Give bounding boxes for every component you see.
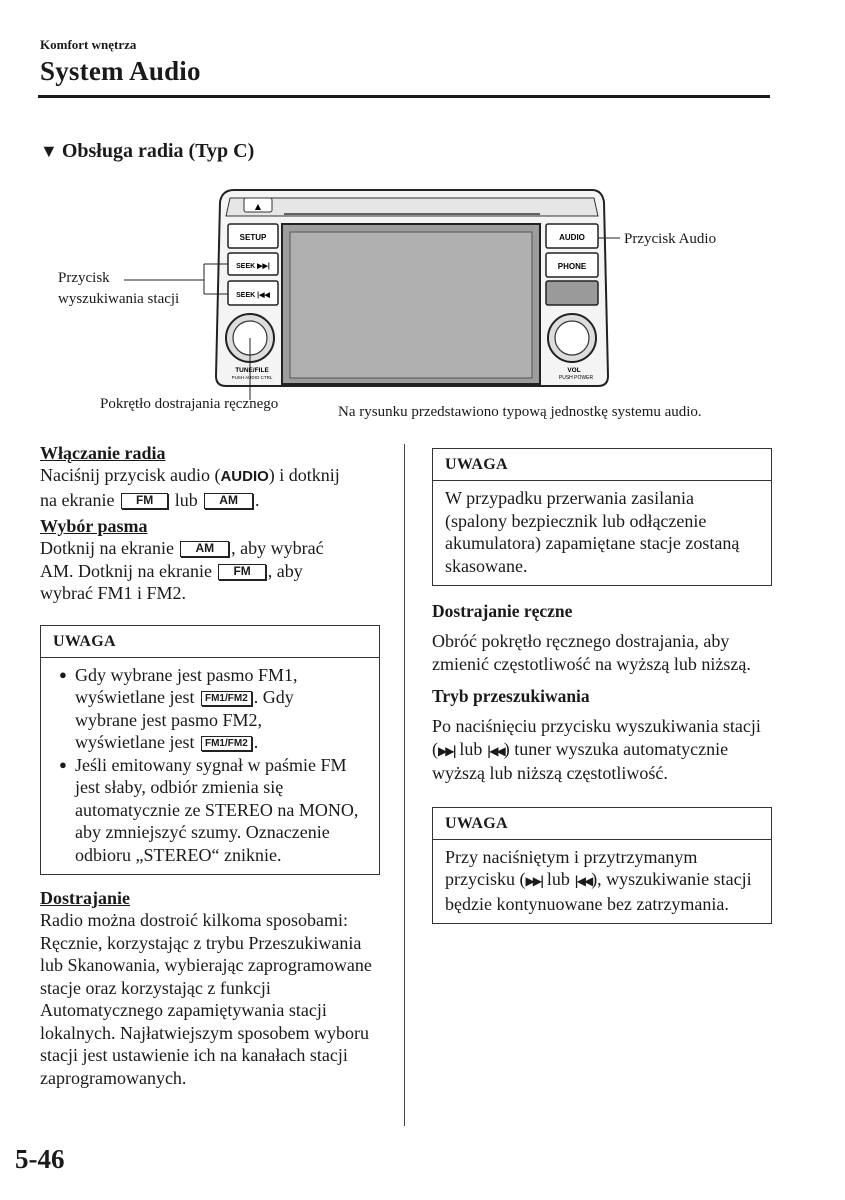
audio-button: AUDIO <box>559 233 585 242</box>
band-heading: Wybór pasma <box>40 516 148 536</box>
fm-button-icon: FM <box>121 493 168 509</box>
tune-knob-sublabel: PUSH AUDIO CTRL <box>231 375 273 380</box>
callout-tune-knob: Pokrętło dostrajania ręcznego <box>100 396 279 412</box>
left-column <box>40 442 380 1089</box>
note-item <box>53 754 367 867</box>
radio-on-text-b: ) i dotknij <box>268 465 340 485</box>
column-divider <box>404 444 405 1126</box>
seek-down-icon: |◀◀ <box>486 743 504 758</box>
radio-on-text: Naciśnij przycisk audio (AUDIO) i dotknij na ekranie FM lub AM . <box>40 465 340 510</box>
phone-button: PHONE <box>557 262 587 271</box>
bullet-icon: ● <box>59 756 67 772</box>
note-list <box>53 664 367 867</box>
seek-mode-text <box>432 715 772 785</box>
right-column <box>432 448 772 924</box>
am-button-icon: AM <box>204 493 253 509</box>
tuning-text: Radio można dostroić kilkoma sposobami: Ręcznie, korzystając z trybu Przeszukiwania lub Skanowania, wybierając zaprogramowane stacje oraz korzystając z funkcji Automatycznego zapamiętywania stacji lokalnych. Najłatwiejszym sposobem wyboru stacji jest ustawienie ich na kanałach stacji zaprogramowanych. <box>40 910 372 1088</box>
note-b1-d: wybrane jest pasmo FM2, <box>75 709 262 730</box>
vol-knob-sublabel: PUSH POWER <box>558 375 594 381</box>
note-box-band <box>40 625 380 876</box>
setup-button: SETUP <box>239 233 267 242</box>
vol-knob-label: VOL <box>567 367 581 374</box>
note2-text-c: ), wyszukiwanie stacji będzie kontynuowane bez zatrzymania. <box>445 869 752 914</box>
band-text <box>40 537 380 605</box>
seek-up-button: SEEK ▶▶| <box>236 263 270 270</box>
page-number: 5-46 <box>15 1144 65 1174</box>
radio-on-text-a: Naciśnij przycisk audio ( <box>40 465 221 485</box>
seek-text-c: ) tuner wyszuka automatycznie wyższą lub niższą częstotliwość. <box>432 738 729 783</box>
triangle-marker-icon: ▼ <box>40 141 58 161</box>
note-b1-e: wyświetlane jest <box>75 732 195 752</box>
note-b2: Jeśli emitowany sygnał w paśmie FM jest słaby, odbiór zmienia się automatycznie ze STEREO na MONO, aby zmniejszyć szumy. Oznaczenie odbioru „STEREO“ zniknie. <box>75 754 359 865</box>
note-b1-a: Gdy wybrane jest pasmo FM1, <box>75 664 298 685</box>
band-text-c: AM. Dotknij na ekranie <box>40 560 212 581</box>
note-body <box>41 658 379 875</box>
header-rule <box>38 95 770 98</box>
note-body <box>433 840 771 924</box>
figure-caption: Na rysunku przedstawiono typową jednostkę systemu audio. <box>338 404 702 420</box>
subsection-title-text: Obsługa radia (Typ C) <box>61 140 255 162</box>
audio-button-icon: AUDIO <box>220 468 269 485</box>
note-box-power <box>432 448 772 586</box>
manual-tuning-heading: Dostrajanie ręczne <box>432 601 573 621</box>
tuning-heading: Dostrajanie <box>40 888 130 908</box>
bullet-icon: ● <box>59 666 67 682</box>
radio-on-lub: lub <box>174 489 198 510</box>
subsection-title <box>40 140 254 163</box>
radio-on-text-c: na ekranie <box>40 489 115 510</box>
seek-text-a: Po naciśnięciu przycisku wyszukiwania stacji ( <box>432 716 761 759</box>
manual-tuning-text: Obróć pokrętło ręcznego dostrajania, aby zmienić częstotliwość na wyższą lub niższą. <box>432 631 751 674</box>
note-label: UWAGA <box>433 449 771 481</box>
section-label: Komfort wnętrza <box>40 37 137 52</box>
callout-seek-line1: Przycisk <box>58 270 110 286</box>
note-label: UWAGA <box>41 626 379 658</box>
note-power-text: W przypadku przerwania zasilania (spalony bezpiecznik lub odłączenie akumulatora) zapamiętane stacje zostaną skasowane. <box>445 488 740 576</box>
seek-down-button: SEEK |◀◀ <box>236 292 270 299</box>
seek-mode-heading: Tryb przeszukiwania <box>432 686 590 706</box>
note-box-seek <box>432 807 772 925</box>
eject-button-icon: ▲ <box>254 202 262 211</box>
note-seek-text <box>445 846 759 916</box>
seek-text-b: lub <box>454 738 487 759</box>
band-text-d: , aby <box>267 560 303 581</box>
radio-on-heading: Włączanie radia <box>40 443 166 463</box>
band-text-a: Dotknij na ekranie <box>40 538 174 558</box>
seek-down-icon: |◀◀ <box>574 874 592 888</box>
tune-knob-label: TUNE/FILE <box>235 367 269 374</box>
note2-text-b: lub <box>542 869 575 889</box>
am-button-icon: AM <box>180 541 229 557</box>
note-b1-b: wyświetlane jest <box>75 687 195 707</box>
note2-text-a: Przy naciśniętym i przytrzymanym przycisku ( <box>445 846 698 889</box>
band-text-e: wybrać FM1 i FM2. <box>40 583 187 603</box>
note-body <box>433 481 771 585</box>
fm-button-icon: FM <box>218 564 265 580</box>
callout-seek-line2: wyszukiwania stacji <box>58 291 180 307</box>
fm2-indicator-icon: FM1/FM2 <box>201 736 252 751</box>
audio-unit-figure <box>0 180 845 430</box>
band-text-b: , aby wybrać <box>231 538 324 558</box>
fm1-indicator-icon: FM1/FM2 <box>201 691 252 706</box>
note-b1-c: . Gdy <box>253 687 294 707</box>
callout-audio-button: Przycisk Audio <box>624 231 717 247</box>
note-label: UWAGA <box>433 808 771 840</box>
note-item: ● Gdy wybrane jest pasmo FM1, wyświetlane jest FM1/FM2 . Gdy wybrane jest pasmo FM2, wyświetlane jest FM1/FM2 . <box>59 664 298 752</box>
seek-up-icon: ▶▶| <box>438 743 455 758</box>
seek-up-icon: ▶▶| <box>525 874 543 888</box>
page-title: System Audio <box>40 56 201 86</box>
